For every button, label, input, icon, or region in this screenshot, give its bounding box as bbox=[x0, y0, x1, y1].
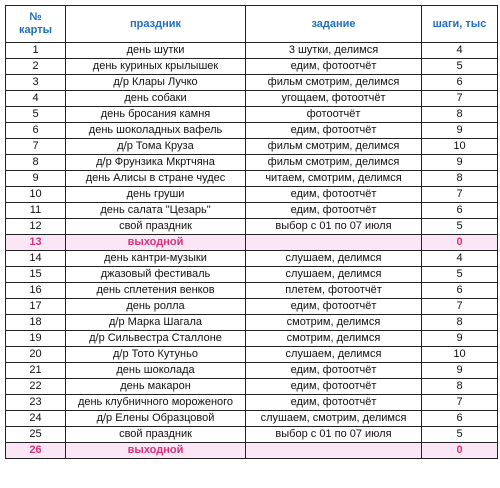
holiday-table bbox=[5, 5, 498, 459]
cell-card-number: 17 bbox=[6, 299, 66, 315]
cell-steps: 5 bbox=[422, 267, 498, 283]
cell-task: фотоотчёт bbox=[246, 107, 422, 123]
cell-card-number: 15 bbox=[6, 267, 66, 283]
cell-card-number: 16 bbox=[6, 283, 66, 299]
cell-holiday: свой праздник bbox=[66, 427, 246, 443]
cell-holiday: д/р Марка Шагала bbox=[66, 315, 246, 331]
cell-holiday: д/р Тома Круза bbox=[66, 139, 246, 155]
cell-card-number: 26 bbox=[6, 443, 66, 459]
table-row bbox=[6, 363, 498, 379]
table-row bbox=[6, 427, 498, 443]
cell-steps: 9 bbox=[422, 123, 498, 139]
cell-card-number: 7 bbox=[6, 139, 66, 155]
cell-steps: 0 bbox=[422, 235, 498, 251]
cell-holiday: день бросания камня bbox=[66, 107, 246, 123]
cell-holiday: день шоколадных вафель bbox=[66, 123, 246, 139]
cell-task: 3 шутки, делимся bbox=[246, 43, 422, 59]
table-row bbox=[6, 139, 498, 155]
cell-holiday: джазовый фестиваль bbox=[66, 267, 246, 283]
cell-steps: 7 bbox=[422, 91, 498, 107]
cell-card-number: 23 bbox=[6, 395, 66, 411]
cell-holiday: день салата "Цезарь" bbox=[66, 203, 246, 219]
cell-steps: 10 bbox=[422, 347, 498, 363]
cell-holiday: выходной bbox=[66, 235, 246, 251]
header-task: задание bbox=[246, 6, 422, 43]
table-row bbox=[6, 91, 498, 107]
cell-steps: 7 bbox=[422, 299, 498, 315]
cell-steps: 4 bbox=[422, 43, 498, 59]
cell-steps: 6 bbox=[422, 75, 498, 91]
holiday-task-sheet bbox=[5, 5, 497, 459]
cell-steps: 10 bbox=[422, 139, 498, 155]
cell-card-number: 5 bbox=[6, 107, 66, 123]
cell-steps: 5 bbox=[422, 427, 498, 443]
table-row bbox=[6, 43, 498, 59]
cell-holiday: д/р Фрунзика Мкртчяна bbox=[66, 155, 246, 171]
table-row bbox=[6, 75, 498, 91]
cell-card-number: 22 bbox=[6, 379, 66, 395]
cell-holiday: выходной bbox=[66, 443, 246, 459]
cell-task: едим, фотоотчёт bbox=[246, 363, 422, 379]
table-row bbox=[6, 299, 498, 315]
cell-task: едим, фотоотчёт bbox=[246, 299, 422, 315]
cell-holiday: день ролла bbox=[66, 299, 246, 315]
cell-task: едим, фотоотчёт bbox=[246, 395, 422, 411]
cell-card-number: 2 bbox=[6, 59, 66, 75]
cell-card-number: 14 bbox=[6, 251, 66, 267]
table-row-day-off bbox=[6, 443, 498, 459]
table-row bbox=[6, 107, 498, 123]
header-card-number-line2: карты bbox=[19, 24, 52, 36]
header-holiday: праздник bbox=[66, 6, 246, 43]
table-row bbox=[6, 395, 498, 411]
cell-steps: 6 bbox=[422, 283, 498, 299]
cell-task: слушаем, делимся bbox=[246, 347, 422, 363]
table-row bbox=[6, 267, 498, 283]
cell-steps: 8 bbox=[422, 107, 498, 123]
header-steps: шаги, тыс bbox=[422, 6, 498, 43]
header-row bbox=[6, 6, 498, 43]
cell-card-number: 24 bbox=[6, 411, 66, 427]
cell-steps: 8 bbox=[422, 379, 498, 395]
cell-card-number: 3 bbox=[6, 75, 66, 91]
cell-card-number: 20 bbox=[6, 347, 66, 363]
cell-holiday: день шоколада bbox=[66, 363, 246, 379]
cell-holiday: день сплетения венков bbox=[66, 283, 246, 299]
cell-card-number: 10 bbox=[6, 187, 66, 203]
table-row bbox=[6, 331, 498, 347]
cell-card-number: 18 bbox=[6, 315, 66, 331]
cell-holiday: д/р Сильвестра Сталлоне bbox=[66, 331, 246, 347]
cell-steps: 9 bbox=[422, 155, 498, 171]
cell-task: читаем, смотрим, делимся bbox=[246, 171, 422, 187]
cell-card-number: 6 bbox=[6, 123, 66, 139]
cell-card-number: 12 bbox=[6, 219, 66, 235]
cell-task: слушаем, делимся bbox=[246, 267, 422, 283]
cell-task: слушаем, делимся bbox=[246, 251, 422, 267]
table-row bbox=[6, 347, 498, 363]
header-card-number bbox=[6, 6, 66, 43]
table-row bbox=[6, 411, 498, 427]
header-card-number-line1: № bbox=[29, 11, 42, 23]
cell-steps: 8 bbox=[422, 315, 498, 331]
cell-card-number: 9 bbox=[6, 171, 66, 187]
cell-steps: 9 bbox=[422, 331, 498, 347]
cell-task: фильм смотрим, делимся bbox=[246, 155, 422, 171]
cell-task bbox=[246, 235, 422, 251]
table-row bbox=[6, 379, 498, 395]
cell-steps: 0 bbox=[422, 443, 498, 459]
cell-card-number: 1 bbox=[6, 43, 66, 59]
cell-task: плетем, фотоотчёт bbox=[246, 283, 422, 299]
cell-holiday: день Алисы в стране чудес bbox=[66, 171, 246, 187]
cell-card-number: 8 bbox=[6, 155, 66, 171]
table-row bbox=[6, 251, 498, 267]
cell-holiday: день шутки bbox=[66, 43, 246, 59]
cell-card-number: 4 bbox=[6, 91, 66, 107]
cell-holiday: д/р Тото Кутуньо bbox=[66, 347, 246, 363]
cell-task: выбор с 01 по 07 июля bbox=[246, 219, 422, 235]
cell-steps: 6 bbox=[422, 411, 498, 427]
table-row bbox=[6, 203, 498, 219]
table-row bbox=[6, 315, 498, 331]
cell-task: выбор с 01 по 07 июля bbox=[246, 427, 422, 443]
cell-task: фильм смотрим, делимся bbox=[246, 139, 422, 155]
cell-holiday: свой праздник bbox=[66, 219, 246, 235]
cell-task bbox=[246, 443, 422, 459]
cell-holiday: день куриных крылышек bbox=[66, 59, 246, 75]
cell-task: смотрим, делимся bbox=[246, 315, 422, 331]
cell-card-number: 25 bbox=[6, 427, 66, 443]
table-body bbox=[6, 43, 498, 459]
table-row bbox=[6, 219, 498, 235]
cell-task: едим, фотоотчёт bbox=[246, 379, 422, 395]
cell-task: едим, фотоотчёт bbox=[246, 123, 422, 139]
cell-holiday: день кантри-музыки bbox=[66, 251, 246, 267]
table-row bbox=[6, 283, 498, 299]
cell-steps: 7 bbox=[422, 187, 498, 203]
cell-holiday: день макарон bbox=[66, 379, 246, 395]
cell-task: едим, фотоотчёт bbox=[246, 203, 422, 219]
cell-steps: 4 bbox=[422, 251, 498, 267]
cell-steps: 6 bbox=[422, 203, 498, 219]
table-row bbox=[6, 187, 498, 203]
table-header bbox=[6, 6, 498, 43]
cell-holiday: день клубничного мороженого bbox=[66, 395, 246, 411]
cell-steps: 5 bbox=[422, 219, 498, 235]
table-row bbox=[6, 171, 498, 187]
cell-steps: 9 bbox=[422, 363, 498, 379]
cell-task: едим, фотоотчёт bbox=[246, 187, 422, 203]
cell-holiday: день груши bbox=[66, 187, 246, 203]
table-row bbox=[6, 123, 498, 139]
cell-task: едим, фотоотчёт bbox=[246, 59, 422, 75]
cell-card-number: 19 bbox=[6, 331, 66, 347]
table-row bbox=[6, 155, 498, 171]
cell-task: угощаем, фотоотчёт bbox=[246, 91, 422, 107]
cell-holiday: д/р Клары Лучко bbox=[66, 75, 246, 91]
cell-card-number: 13 bbox=[6, 235, 66, 251]
cell-steps: 7 bbox=[422, 395, 498, 411]
cell-task: слушаем, смотрим, делимся bbox=[246, 411, 422, 427]
cell-card-number: 21 bbox=[6, 363, 66, 379]
cell-task: смотрим, делимся bbox=[246, 331, 422, 347]
table-row-day-off bbox=[6, 235, 498, 251]
cell-holiday: день собаки bbox=[66, 91, 246, 107]
cell-holiday: д/р Елены Образцовой bbox=[66, 411, 246, 427]
cell-card-number: 11 bbox=[6, 203, 66, 219]
cell-steps: 5 bbox=[422, 59, 498, 75]
cell-task: фильм смотрим, делимся bbox=[246, 75, 422, 91]
cell-steps: 8 bbox=[422, 171, 498, 187]
table-row bbox=[6, 59, 498, 75]
